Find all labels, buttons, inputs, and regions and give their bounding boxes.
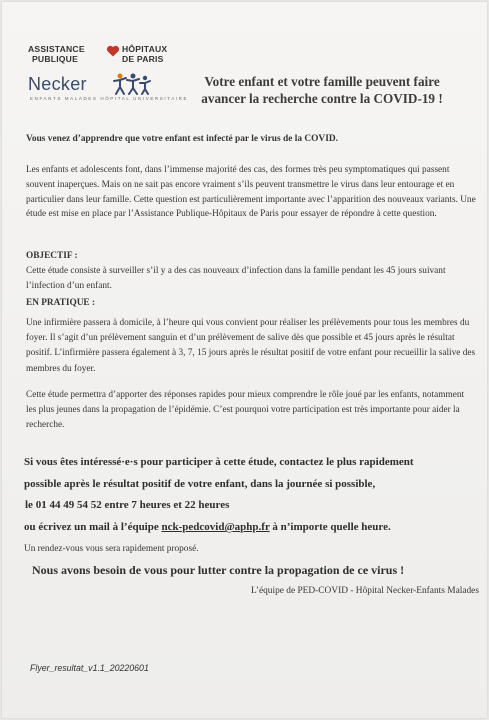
flyer-page [2, 2, 487, 718]
flyer-headline [162, 73, 482, 107]
children-figures-icon [112, 72, 152, 96]
necker-name: Necker [28, 74, 87, 94]
email-link[interactable]: nck-pedcovid@aphp.fr [161, 521, 270, 534]
contact-line-2: possible après le résultat positif de votre enfant, dans la journée si possible, [24, 477, 376, 490]
email-prefix: ou écrivez un mail à l’équipe [24, 521, 162, 534]
aphp-text-assistance: ASSISTANCE [28, 44, 85, 54]
contact-email-line [24, 517, 484, 539]
context-paragraph: Les enfants et adolescents font, dans l’immense majorité des cas, des formes très peu symptomatiques qui passent souvent inaperçues. Mais on ne sait pas encore vraiment s’ils peuvent transmettre le virus dans leur entourage et en particulier dans leur famille. Cette question est particulièrement importante avec l’apparition des nouveaux variants. Une étude est mise en place par l’Assistance Publique-Hôpitaux de Paris pour essayer de répondre à cette question. [26, 165, 476, 220]
contact-block [24, 452, 484, 539]
version-label: Flyer_resultat_v1.1_20220601 [30, 663, 149, 673]
team-signature: L’équipe de PED-COVID - Hôpital Necker-Enfants Malades [250, 586, 479, 596]
aphp-text-hopitaux: HÔPITAUX [122, 44, 168, 54]
pratique-paragraph-2: Cette étude permettra d’apporter des réponses rapides pour mieux comprendre le rôle joué par les enfants, notamment les plus jeunes dans la propagation de l’épidémie. C’est pourquoi votre participation est très importante pour aider la recherche. [26, 390, 465, 431]
aphp-text-de-paris: DE PARIS [122, 54, 164, 64]
email-suffix: à n’importe quelle heure. [269, 521, 391, 534]
intro-statement: Vous venez d’apprendre que votre enfant est infecté par le virus de la COVID. [26, 134, 338, 144]
heart-icon [106, 44, 120, 58]
appointment-note: Un rendez-vous vous sera rapidement proposé. [24, 544, 199, 554]
headline-line-1: Votre enfant et votre famille peuvent faire [204, 74, 440, 89]
necker-subtitle: ENFANTS MALADES HÔPITAL UNIVERSITAIRE [30, 96, 189, 101]
aphp-logo [28, 42, 168, 68]
contact-phone-line: le 01 44 49 54 52 entre 7 heures et 22 heures [25, 499, 230, 512]
objectif-heading: OBJECTIF : [26, 251, 78, 261]
pratique-heading: EN PRATIQUE : [26, 298, 96, 308]
aphp-text-publique: PUBLIQUE [32, 54, 79, 64]
objectif-paragraph: Cette étude consiste à surveiller s’il y a des cas nouveaux d’infection dans la famille pendant les 45 jours suivant l’infection d’un enfant. [26, 266, 446, 291]
pratique-paragraph-1: Une infirmière passera à domicile, à l’heure qui vous convient pour réaliser les prélèvements pour tous les membres du foyer. Il s’agit d’un prélèvement sanguin et d’un prélèvement de salive dès que possible et 45 jours après le résultat positif. L’infirmière passera également à 3, 7, 15 jours après le résultat positif de votre enfant pour recueillir la salive des membres du foyer. [26, 318, 476, 374]
contact-line-1: Si vous êtes intéressé·e·s pour participer à cette étude, contactez le plus rapidement [24, 456, 414, 468]
call-to-action: Nous avons besoin de vous pour lutter contre la propagation de ce virus ! [32, 563, 405, 577]
necker-logo [28, 72, 189, 102]
headline-line-2: avancer la recherche contre la COVID-19 ! [201, 91, 443, 106]
